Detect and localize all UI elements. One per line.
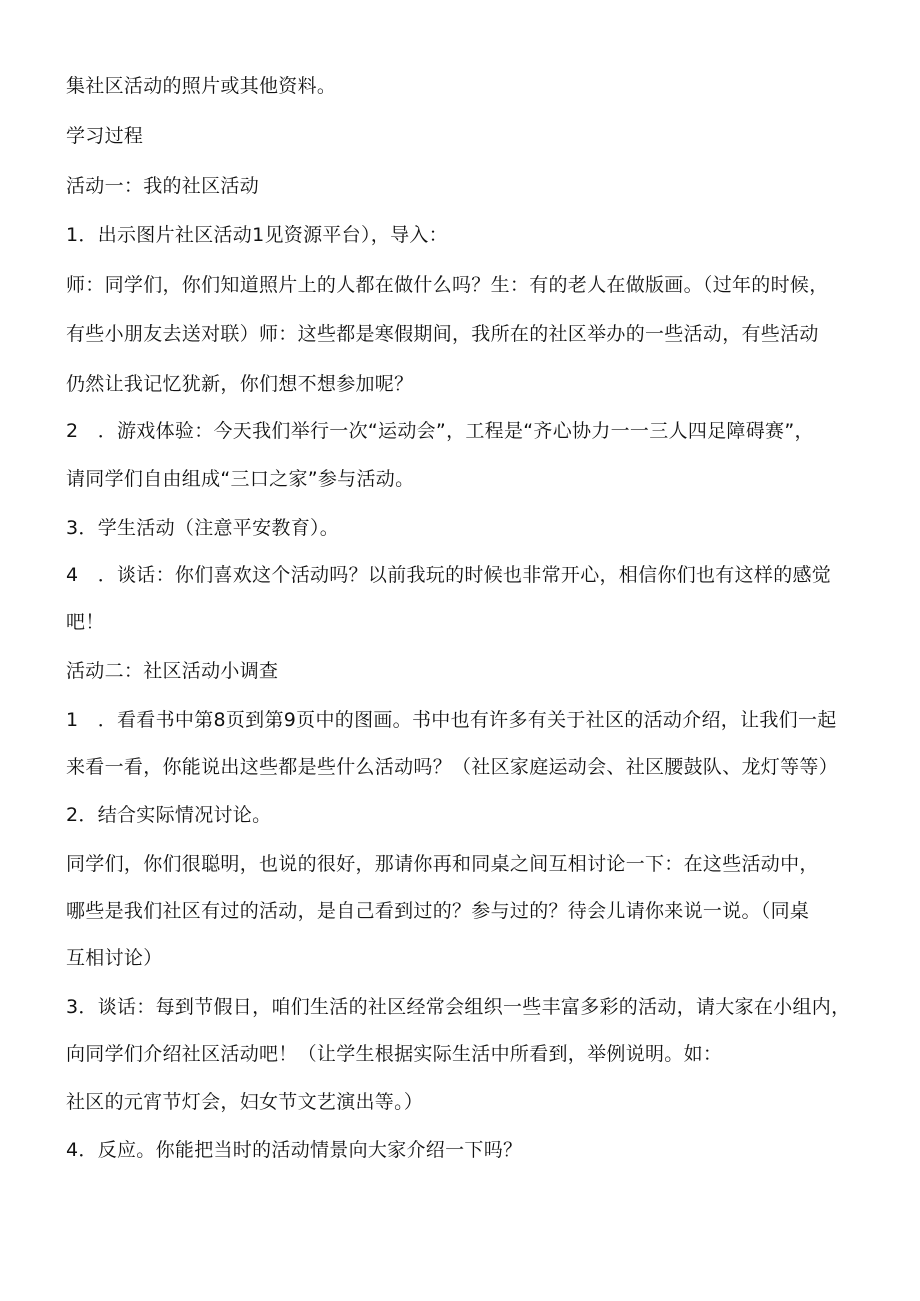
text-line: 4 ．谈话：你们喜欢这个活动吗？以前我玩的时候也非常开心，相信你们也有这样的感觉 (66, 564, 832, 586)
text-line: 集社区活动的照片或其他资料。 (66, 75, 337, 97)
text-line: 4．反应。你能把当时的活动情景向大家介绍一下吗？ (66, 1139, 523, 1161)
text-line: 哪些是我们社区有过的活动，是自己看到过的？参与过的？待会儿请你来说一说。（同桌 (66, 900, 810, 922)
text-line: 请同学们自由组成“三口之家”参与活动。 (66, 468, 415, 490)
text-line: 师：同学们，你们知道照片上的人都在做什么吗？生：有的老人在做版画。（过年的时候， (66, 274, 829, 296)
text-line: 吧！ (66, 611, 105, 633)
section-heading-learning-process: 学习过程 (66, 125, 144, 147)
text-line: 2 ．游戏体验：今天我们举行一次“运动会”，工程是“齐心协力一一三人四足障碍赛”， (66, 420, 814, 442)
text-line: 有些小朋友去送对联）师：这些都是寒假期间，我所在的社区举办的一些活动，有些活动 (66, 323, 819, 345)
text-line: 社区的元宵节灯会，妇女节文艺演出等。） (66, 1091, 424, 1113)
text-line: 1．出示图片社区活动1见资源平台），导入： (66, 224, 448, 246)
text-line: 来看一看，你能说出这些都是些什么活动吗？（社区家庭运动会、社区腰鼓队、龙灯等等） (66, 756, 839, 778)
text-line: 同学们，你们很聪明，也说的很好，那请你再和同桌之间互相讨论一下：在这些活动中， (66, 853, 819, 875)
text-line: 1 ．看看书中第8页到第9页中的图画。书中也有许多有关于社区的活动介绍，让我们一起 (66, 709, 837, 731)
text-line: 2．结合实际情况讨论。 (66, 804, 272, 826)
activity-two-heading: 活动二：社区活动小调查 (66, 660, 279, 682)
text-line: 互相讨论） (66, 947, 163, 969)
text-line: 仍然让我记忆犹新，你们想不想参加呢？ (66, 373, 414, 395)
activity-one-heading: 活动一：我的社区活动 (66, 175, 260, 197)
text-line: 3．学生活动（注意平安教育）。 (66, 517, 340, 539)
text-line: 向同学们介绍社区活动吧！（让学生根据实际生活中所看到，举例说明。如： (66, 1043, 723, 1065)
text-line: 3．谈话：每到节假日，咱们生活的社区经常会组织一些丰富多彩的活动，请大家在小组内， (66, 996, 851, 1018)
